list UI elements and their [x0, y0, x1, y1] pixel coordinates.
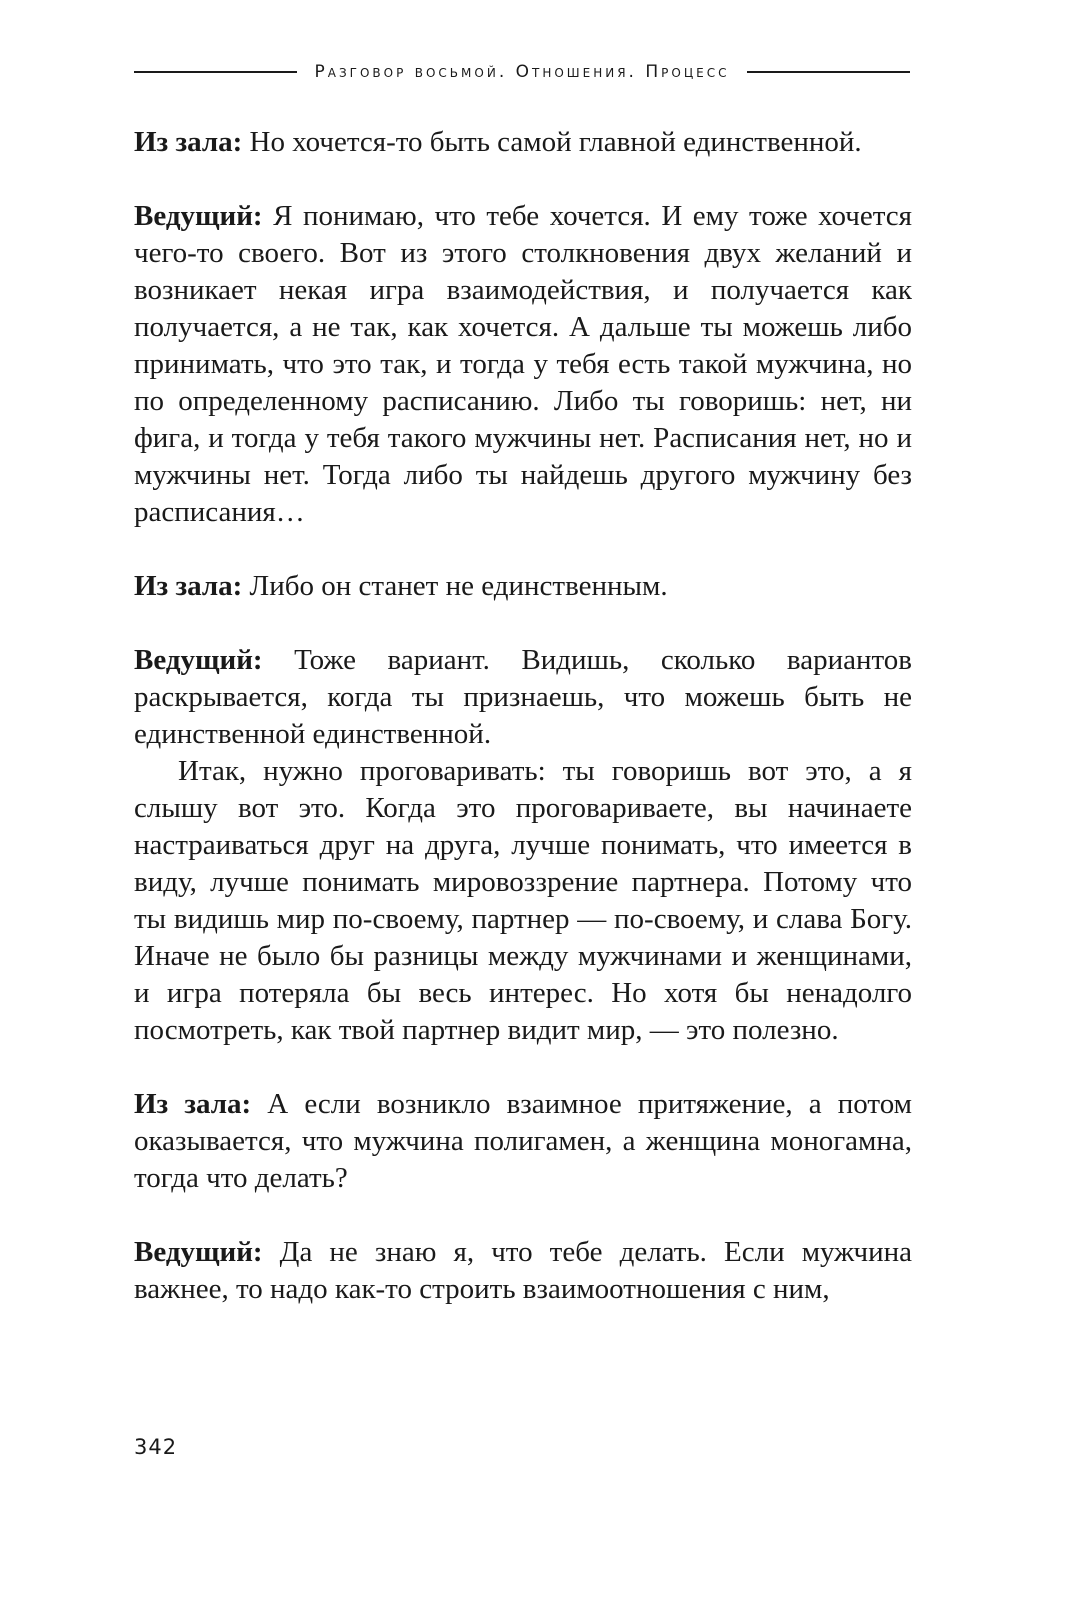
page-body: [134, 124, 912, 1308]
header-rule-left: [134, 71, 297, 73]
running-header: [134, 62, 910, 82]
paragraph: [134, 198, 912, 531]
paragraph-text: Либо он станет не единственным.: [242, 570, 668, 602]
paragraph-text: Тоже вариант. Видишь, сколько вариантов раскрывается, когда ты признаешь, что можешь быть не единственной единственной.: [134, 644, 912, 750]
speaker-label: Из зала:: [134, 570, 243, 602]
paragraph: [134, 642, 912, 753]
paragraph: [134, 124, 912, 161]
speaker-label: Из зала:: [134, 1088, 252, 1120]
paragraph: [134, 1086, 912, 1197]
paragraph: [134, 1234, 912, 1308]
page-number: 342: [134, 1435, 178, 1459]
paragraph-text: Но хочется-то быть самой главной единственной.: [242, 126, 862, 158]
paragraph: [134, 753, 912, 1049]
speaker-label: Ведущий:: [134, 200, 263, 232]
speaker-label: Ведущий:: [134, 1236, 263, 1268]
paragraph-text: Да не знаю я, что тебе делать. Если мужчина важнее, то надо как-то строить взаимоотношения с ним,: [134, 1236, 912, 1305]
speaker-label: Ведущий:: [134, 644, 263, 676]
paragraph: [134, 568, 912, 605]
header-rule-right: [747, 71, 910, 73]
running-title: Разговор восьмой. Отношения. Процесс: [314, 62, 730, 82]
paragraph-text: Итак, нужно проговаривать: ты говоришь вот это, а я слышу вот это. Когда это проговариваете, вы начинаете настраиваться друг на друга, лучше понимать, что имеется в виду, лучше понимать мировоззрение партнера. Потому что ты видишь мир по-своему, партнер — по-своему, и слава Богу. Иначе не было бы разницы между мужчинами и женщинами, и игра потеряла бы весь интерес. Но хотя бы ненадолго посмотреть, как твой партнер видит мир, — это полезно.: [134, 755, 912, 1046]
paragraph-text: А если возникло взаимное притяжение, а потом оказывается, что мужчина полигамен, а женщина моногамна, тогда что делать?: [134, 1088, 913, 1194]
paragraph-text: Я понимаю, что тебе хочется. И ему тоже хочется чего-то своего. Вот из этого столкновения двух желаний и возникает некая игра взаимодействия, и получается как получается, а не так, как хочется. А дальше ты можешь либо принимать, что это так, и тогда у тебя есть такой мужчина, но по определенному расписанию. Либо ты говоришь: нет, ни фига, и тогда у тебя такого мужчины нет. Расписания нет, но и мужчины нет. Тогда либо ты найдешь другого мужчину без расписания…: [134, 200, 912, 528]
speaker-label: Из зала:: [134, 126, 243, 158]
